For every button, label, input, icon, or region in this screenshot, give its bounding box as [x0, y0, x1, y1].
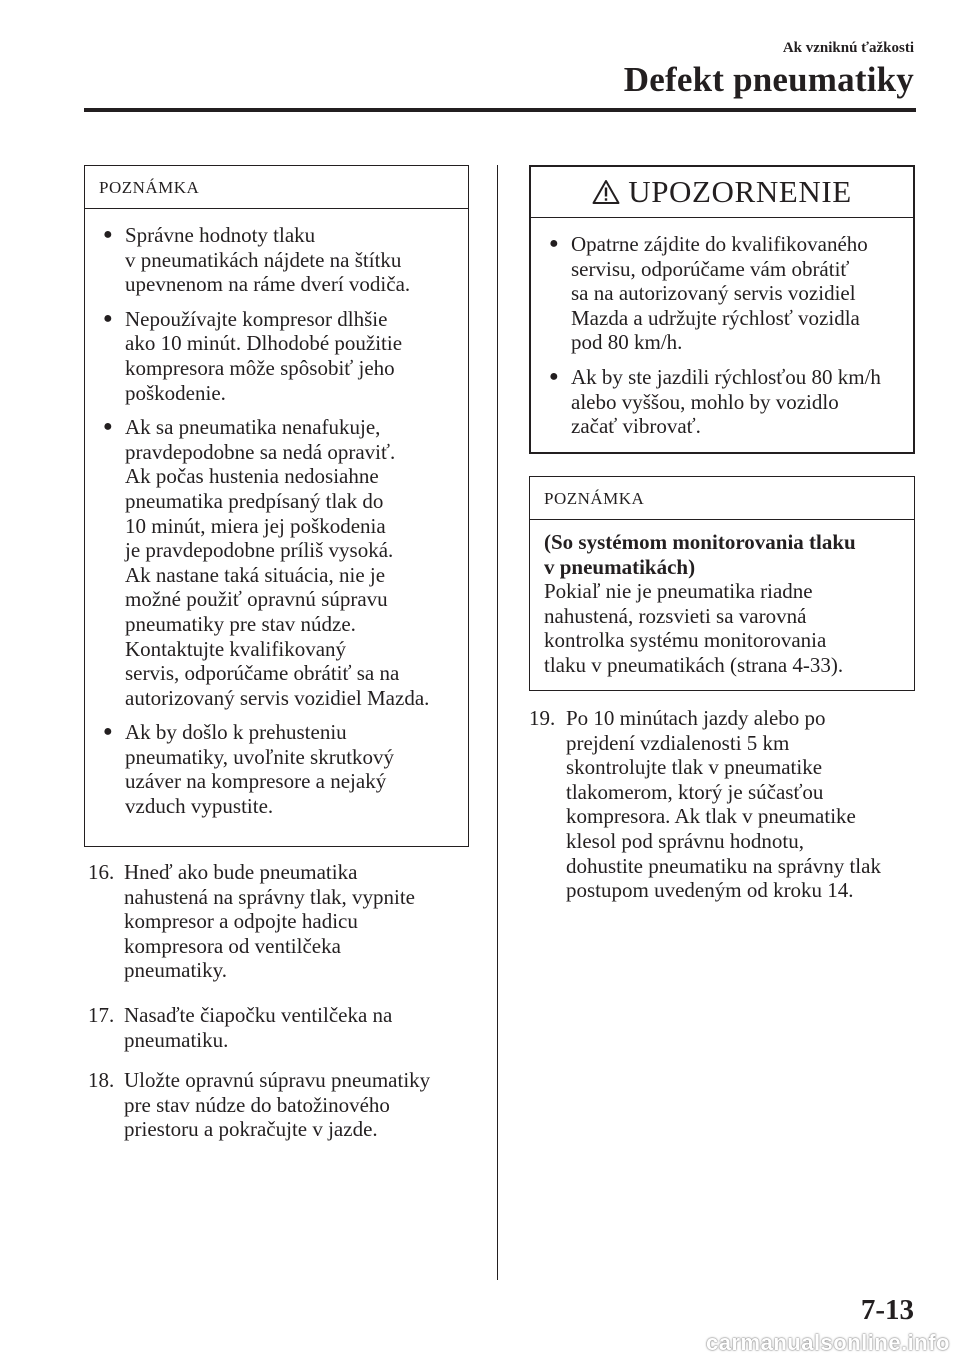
warning-triangle-icon: [592, 179, 620, 205]
step-16: [88, 860, 488, 983]
note-bullet: [99, 720, 454, 818]
bullet-line: pod 80 km/h.: [571, 330, 683, 355]
bullet-line: Ak by došlo k prehusteniu: [125, 720, 347, 745]
step-number: 16.: [88, 860, 115, 884]
note-bullet: [99, 415, 454, 710]
note-text: tlaku v pneumatikách (strana 4-33).: [544, 652, 844, 677]
caution-heading: UPOZORNENIE: [628, 174, 852, 209]
bullet-dot: ●: [103, 309, 113, 327]
bullet-line: Ak sa pneumatika nenafukuje,: [125, 415, 381, 440]
bullet-line: pneumatiky pre stav núdze.: [125, 611, 356, 636]
step-line: pneumatiku.: [124, 1027, 229, 1052]
step-line: pre stav núdze do batožinového: [124, 1092, 390, 1117]
note-bullet: [99, 223, 454, 297]
note-box-right: [529, 476, 915, 691]
step-line: nahustená na správny tlak, vypnite: [124, 884, 416, 909]
bullet-line: servis, odporúčame obrátiť sa na: [125, 661, 400, 686]
step-number: 18.: [88, 1068, 115, 1092]
step-line: prejdení vzdialenosti 5 km: [566, 730, 790, 755]
step-line: priestoru a pokračujte v jazde.: [124, 1117, 378, 1142]
bullet-dot: ●: [549, 367, 559, 385]
caution-header: [531, 167, 913, 218]
step-line: Uložte opravnú súpravu pneumatiky: [124, 1068, 431, 1092]
bullet-line: pneumatika predpísaný tlak do: [125, 488, 384, 513]
bullet-line: Kontaktujte kvalifikovaný: [125, 636, 347, 661]
step-line: Po 10 minútach jazdy alebo po: [566, 706, 826, 730]
bullet-dot: ●: [103, 226, 113, 243]
step-17: [88, 1003, 488, 1052]
bullet-line: pneumatiky, uvoľnite skrutkový: [125, 744, 395, 769]
note-text: nahustená, rozsvieti sa varovná: [544, 603, 807, 628]
step-line: postupom uvedeným od kroku 14.: [566, 878, 854, 903]
bullet-line: začať vibrovať.: [571, 414, 701, 439]
bullet-line: Ak nastane taká situácia, nie je: [125, 562, 386, 587]
step-number: 19.: [529, 706, 556, 730]
bullet-line: pravdepodobne sa nedá opraviť.: [125, 439, 396, 464]
bullet-line: možné použiť opravnú súpravu: [125, 587, 388, 612]
step-line: dohustite pneumatiku na správny tlak: [566, 853, 881, 878]
caution-box: [529, 165, 915, 454]
bullet-dot: ●: [549, 235, 559, 252]
note-text: Pokiaľ nie je pneumatika riadne: [544, 579, 813, 604]
note-heading: POZNÁMKA: [530, 477, 914, 520]
bullet-line: Nepoužívajte kompresor dlhšie: [125, 306, 388, 331]
step-line: kompresor a odpojte hadicu: [124, 909, 358, 934]
bullet-dot: ●: [103, 723, 113, 741]
note-bullet: [99, 307, 454, 405]
step-line: kompresora od ventilčeka: [124, 933, 341, 958]
note-subheading: (So systémom monitorovania tlaku: [544, 530, 856, 554]
bullet-line: servisu, odporúčame vám obrátiť: [571, 256, 850, 281]
step-18: [88, 1068, 488, 1142]
bullet-line: je pravdepodobne príliš vysoká.: [125, 538, 394, 563]
bullet-dot: ●: [103, 418, 113, 436]
bullet-line: alebo vyššou, mohlo by vozidlo: [571, 389, 839, 414]
bullet-line: kompresora môže spôsobiť jeho: [125, 355, 395, 380]
bullet-line: autorizovaný servis vozidiel Mazda.: [125, 685, 430, 710]
step-line: kompresora. Ak tlak v pneumatike: [566, 804, 856, 829]
header-rule: [84, 108, 916, 112]
caution-bullet: [545, 365, 899, 439]
page-number: 7-13: [860, 1294, 914, 1326]
bullet-line: poškodenie.: [125, 380, 226, 405]
step-19: [529, 706, 919, 903]
caution-bullet: [545, 232, 899, 355]
step-line: Hneď ako bude pneumatika: [124, 860, 358, 884]
column-divider: [497, 165, 498, 1280]
watermark: carmanualsonline.info: [706, 1330, 950, 1355]
bullet-line: Opatrne zájdite do kvalifikovaného: [571, 232, 868, 256]
step-line: Nasaďte čiapočku ventilčeka na: [124, 1003, 393, 1027]
bullet-line: upevnenom na ráme dverí vodiča.: [125, 272, 411, 297]
bullet-line: uzáver na kompresore a nejaký: [125, 769, 387, 794]
note-heading: POZNÁMKA: [85, 166, 468, 209]
step-line: tlakomerom, ktorý je súčasťou: [566, 779, 824, 804]
page-title: Defekt pneumatiky: [623, 60, 914, 99]
bullet-line: Mazda a udržujte rýchlosť vozidla: [571, 305, 860, 330]
bullet-line: Ak počas hustenia nedosiahne: [125, 464, 379, 489]
bullet-line: Ak by ste jazdili rýchlosťou 80 km/h: [571, 364, 881, 389]
bullet-line: sa na autorizovaný servis vozidiel: [571, 281, 856, 306]
step-line: skontrolujte tlak v pneumatike: [566, 755, 823, 780]
step-line: klesol pod správnu hodnotu,: [566, 828, 804, 853]
note-text: kontrolka systému monitorovania: [544, 628, 827, 653]
bullet-line: 10 minút, miera jej poškodenia: [125, 513, 386, 538]
section-title: Ak vzniknú ťažkosti: [782, 40, 914, 56]
bullet-line: ako 10 minút. Dlhodobé použitie: [125, 331, 403, 356]
bullet-line: Správne hodnoty tlaku: [125, 223, 316, 247]
note-box-left: [84, 165, 469, 847]
step-line: pneumatiky.: [124, 958, 228, 983]
bullet-line: v pneumatikách nájdete na štítku: [125, 247, 402, 272]
step-number: 17.: [88, 1003, 115, 1027]
bullet-line: vzduch vypustite.: [125, 794, 274, 819]
note-subheading: v pneumatikách): [544, 554, 696, 579]
